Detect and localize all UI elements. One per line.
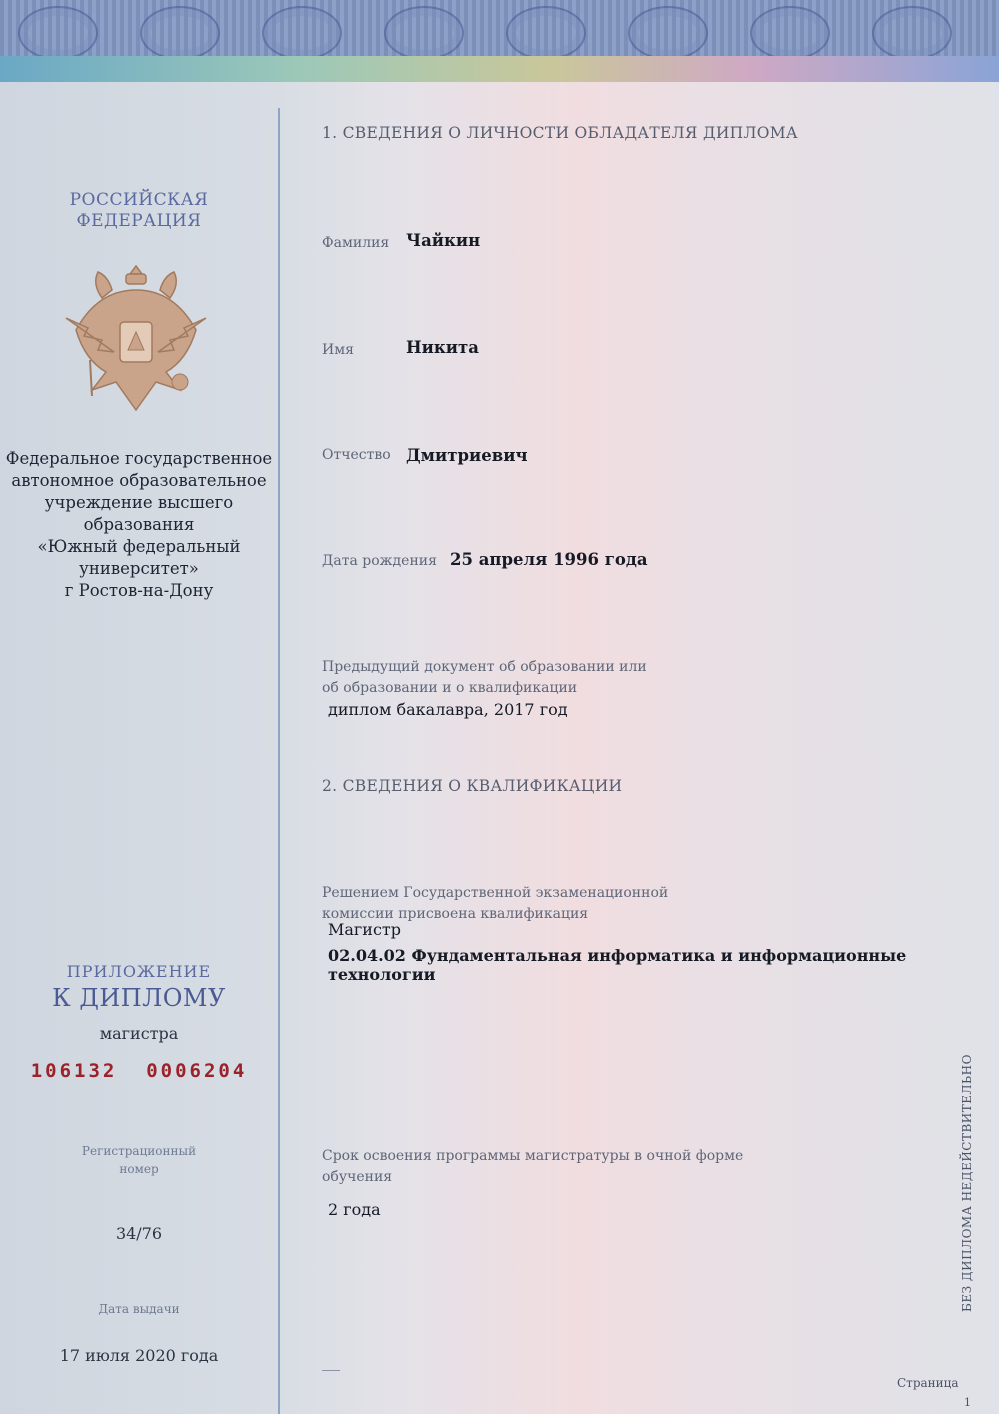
study-duration-label: Срок освоения программы магистратуры в очной форме обучения (322, 1148, 744, 1185)
name-label: Имя (322, 342, 354, 358)
previous-document-label: Предыдущий документ об образовании или об образовании и о квалификации (322, 659, 647, 696)
rosette-ornament (750, 6, 830, 60)
previous-document-value: диплом бакалавра, 2017 год (328, 700, 568, 719)
appendix-title: ПРИЛОЖЕНИЕ (66, 962, 212, 981)
validity-note-vertical: БЕЗ ДИПЛОМА НЕДЕЙСТВИТЕЛЬНО (960, 1054, 974, 1312)
issue-date-label: Дата выдачи (98, 1302, 180, 1316)
issue-date: 17 июля 2020 года (59, 1346, 219, 1365)
degree-level: магистра (99, 1024, 179, 1043)
rosette-ornament (628, 6, 708, 60)
surname-value: Чайкин (406, 231, 481, 250)
double-headed-eagle-emblem-icon (62, 258, 210, 416)
rosette-ornament (18, 6, 98, 60)
birth-date-label: Дата рождения (322, 553, 437, 569)
rosette-ornament (872, 6, 952, 60)
patronymic-label: Отчество (322, 447, 391, 463)
name-value: Никита (406, 338, 479, 357)
column-divider (278, 108, 280, 1414)
institution-name: Федеральное государственное автономное образовательное учреждение высшего образования «Южный федеральный университет» г Ростов-на-Дону (5, 449, 273, 600)
page-label: Страница (897, 1376, 959, 1390)
serial-number: 106132 0006204 (30, 1060, 248, 1082)
rosette-ornament (384, 6, 464, 60)
security-ornament-band (0, 0, 999, 82)
registration-label: Регистрационный номер (81, 1144, 197, 1176)
patronymic-value: Дмитриевич (406, 446, 528, 465)
page-number: 1 (964, 1396, 971, 1409)
program-value: 02.04.02 Фундаментальная информатика и информационные технологии (328, 946, 907, 984)
commission-decision-label: Решением Государственной экзаменационной комиссии присвоена квалификация (322, 885, 669, 922)
study-duration-value: 2 года (328, 1200, 381, 1219)
surname-label: Фамилия (322, 235, 390, 251)
section1-heading: 1. СВЕДЕНИЯ О ЛИЧНОСТИ ОБЛАДАТЕЛЯ ДИПЛОМА (322, 124, 798, 142)
rosette-ornament (506, 6, 586, 60)
blank-dash (322, 1370, 340, 1371)
birth-date-value: 25 апреля 1996 года (450, 550, 648, 569)
registration-number: 34/76 (115, 1224, 163, 1243)
qualification-value: Магистр (328, 920, 402, 939)
section2-heading: 2. СВЕДЕНИЯ О КВАЛИФИКАЦИИ (322, 777, 623, 795)
country-name: РОССИЙСКАЯ ФЕДЕРАЦИЯ (69, 190, 209, 231)
appendix-subtitle: К ДИПЛОМУ (52, 984, 226, 1012)
rosette-ornament (262, 6, 342, 60)
rosette-ornament (140, 6, 220, 60)
